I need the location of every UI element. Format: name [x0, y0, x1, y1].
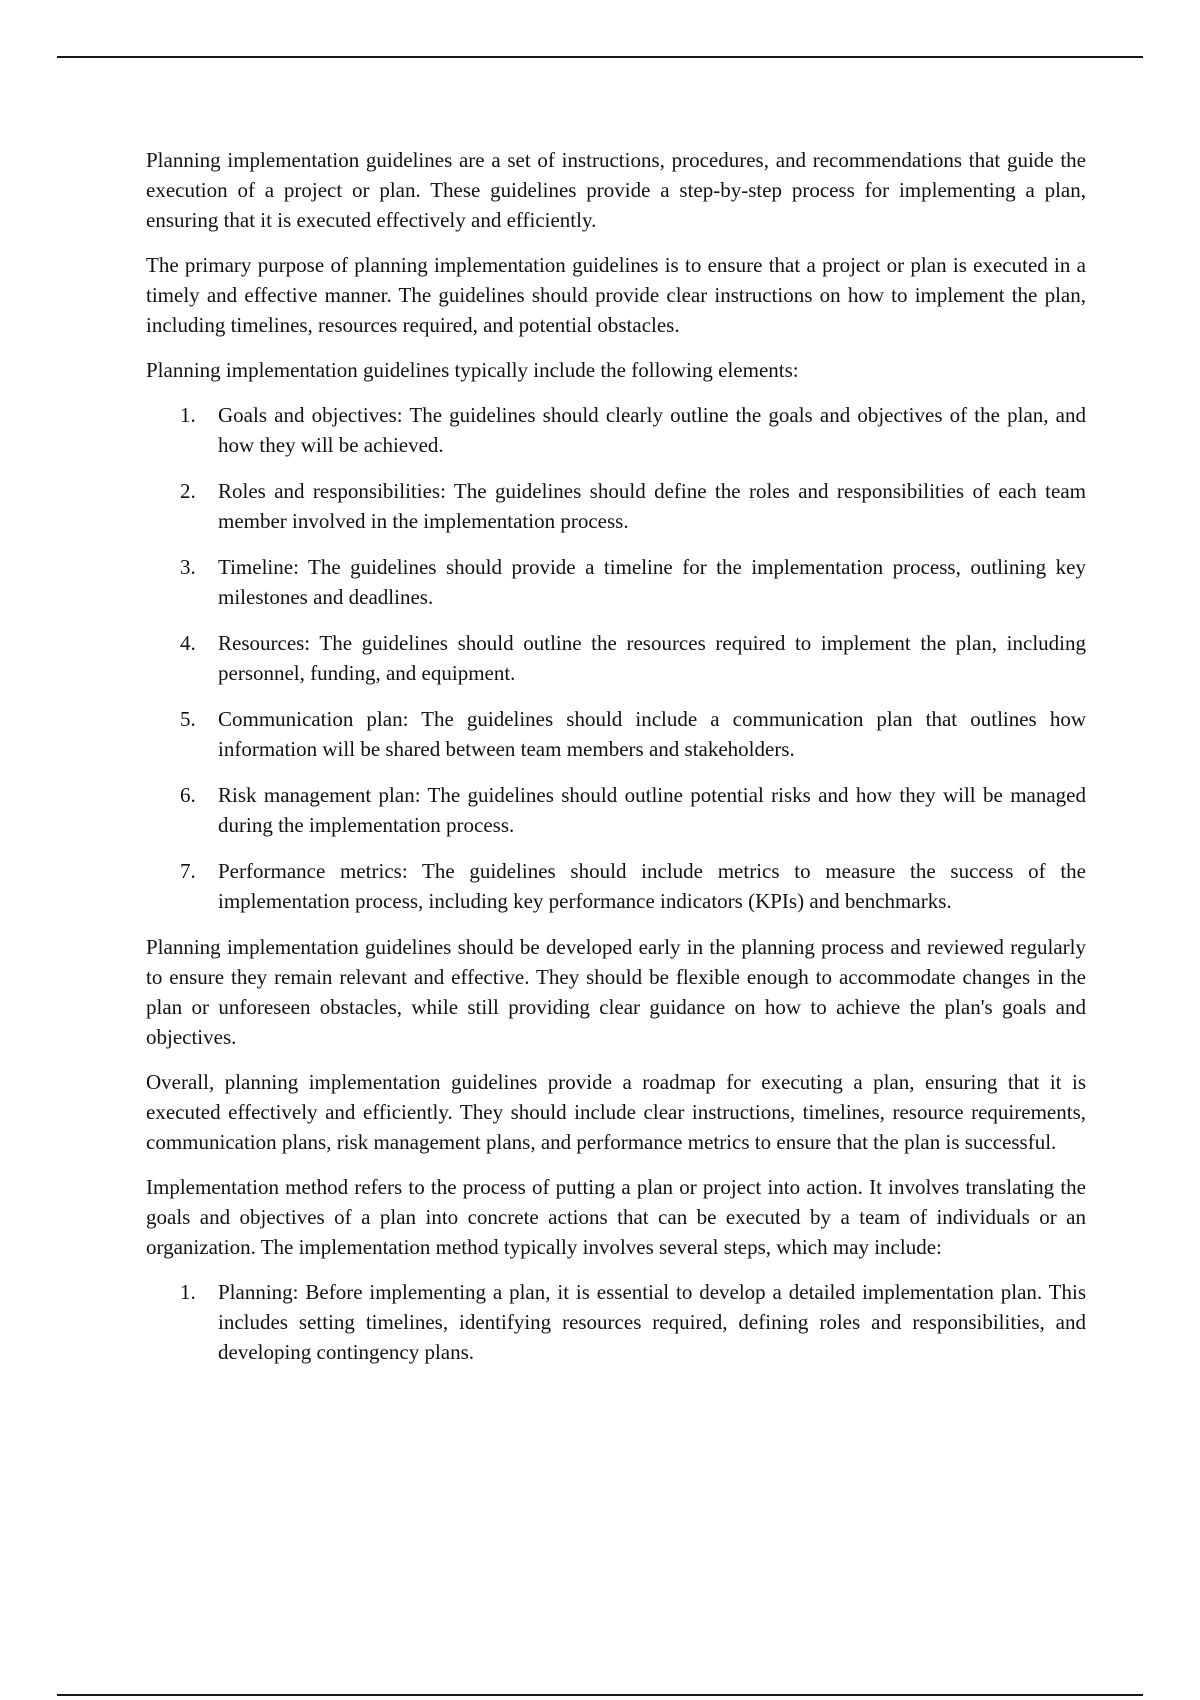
list-text: Roles and responsibilities: The guidelines should define the roles and responsibilities of each team member involved in the implementation process.	[218, 479, 1086, 533]
list-text: Planning: Before implementing a plan, it is essential to develop a detailed implementation plan. This includes setting timelines, identifying resources required, defining roles and responsibilities, and developing contingency plans.	[218, 1280, 1086, 1364]
list-item	[146, 856, 1086, 916]
list-text: Goals and objectives: The guidelines should clearly outline the goals and objectives of the plan, and how they will be achieved.	[218, 403, 1086, 457]
paragraph-implementation-method: Implementation method refers to the process of putting a plan or project into action. It involves translating the goals and objectives of a plan into concrete actions that can be executed by a team of individuals or an organization. The implementation method typically involves several steps, which may include:	[146, 1175, 1086, 1259]
list-item	[146, 476, 1086, 536]
paragraph-definition: Planning implementation guidelines are a set of instructions, procedures, and recommendations that guide the execution of a project or plan. These guidelines provide a step-by-step process for implementing a plan, ensuring that it is executed effectively and efficiently.	[146, 148, 1086, 232]
footer-rule	[57, 1694, 1143, 1696]
header-rule	[57, 56, 1143, 58]
list-text: Performance metrics: The guidelines should include metrics to measure the success of the implementation process, including key performance indicators (KPIs) and benchmarks.	[218, 859, 1086, 913]
list-number: 2.	[180, 479, 196, 503]
paragraph-overall: Overall, planning implementation guidelines provide a roadmap for executing a plan, ensuring that it is executed effectively and efficiently. They should include clear instructions, timelines, resource requirements, communication plans, risk management plans, and performance metrics to ensure that the plan is successful.	[146, 1070, 1086, 1154]
list-text: Timeline: The guidelines should provide a timeline for the implementation process, outlining key milestones and deadlines.	[218, 555, 1086, 609]
paragraph-purpose: The primary purpose of planning implementation guidelines is to ensure that a project or plan is executed in a timely and effective manner. The guidelines should provide clear instructions on how to implement the plan, including timelines, resources required, and potential obstacles.	[146, 253, 1086, 337]
elements-list	[146, 400, 1086, 916]
list-item	[146, 628, 1086, 688]
list-item	[146, 780, 1086, 840]
document-body	[146, 145, 1086, 1383]
list-number: 1.	[180, 403, 196, 427]
paragraph-development: Planning implementation guidelines should be developed early in the planning process and reviewed regularly to ensure they remain relevant and effective. They should be flexible enough to accommodate changes in the plan or unforeseen obstacles, while still providing clear guidance on how to achieve the plan's goals and objectives.	[146, 935, 1086, 1049]
list-number: 6.	[180, 783, 196, 807]
list-item	[146, 552, 1086, 612]
list-number: 3.	[180, 555, 196, 579]
list-text: Resources: The guidelines should outline the resources required to implement the plan, including personnel, funding, and equipment.	[218, 631, 1086, 685]
list-text: Risk management plan: The guidelines should outline potential risks and how they will be managed during the implementation process.	[218, 783, 1086, 837]
steps-list	[146, 1277, 1086, 1367]
list-number: 4.	[180, 631, 196, 655]
list-item	[146, 400, 1086, 460]
list-number: 5.	[180, 707, 196, 731]
list-item	[146, 1277, 1086, 1367]
list-item	[146, 704, 1086, 764]
list-number: 7.	[180, 859, 196, 883]
paragraph-elements-intro: Planning implementation guidelines typically include the following elements:	[146, 358, 799, 382]
list-text: Communication plan: The guidelines should include a communication plan that outlines how information will be shared between team members and stakeholders.	[218, 707, 1086, 761]
list-number: 1.	[180, 1280, 196, 1304]
